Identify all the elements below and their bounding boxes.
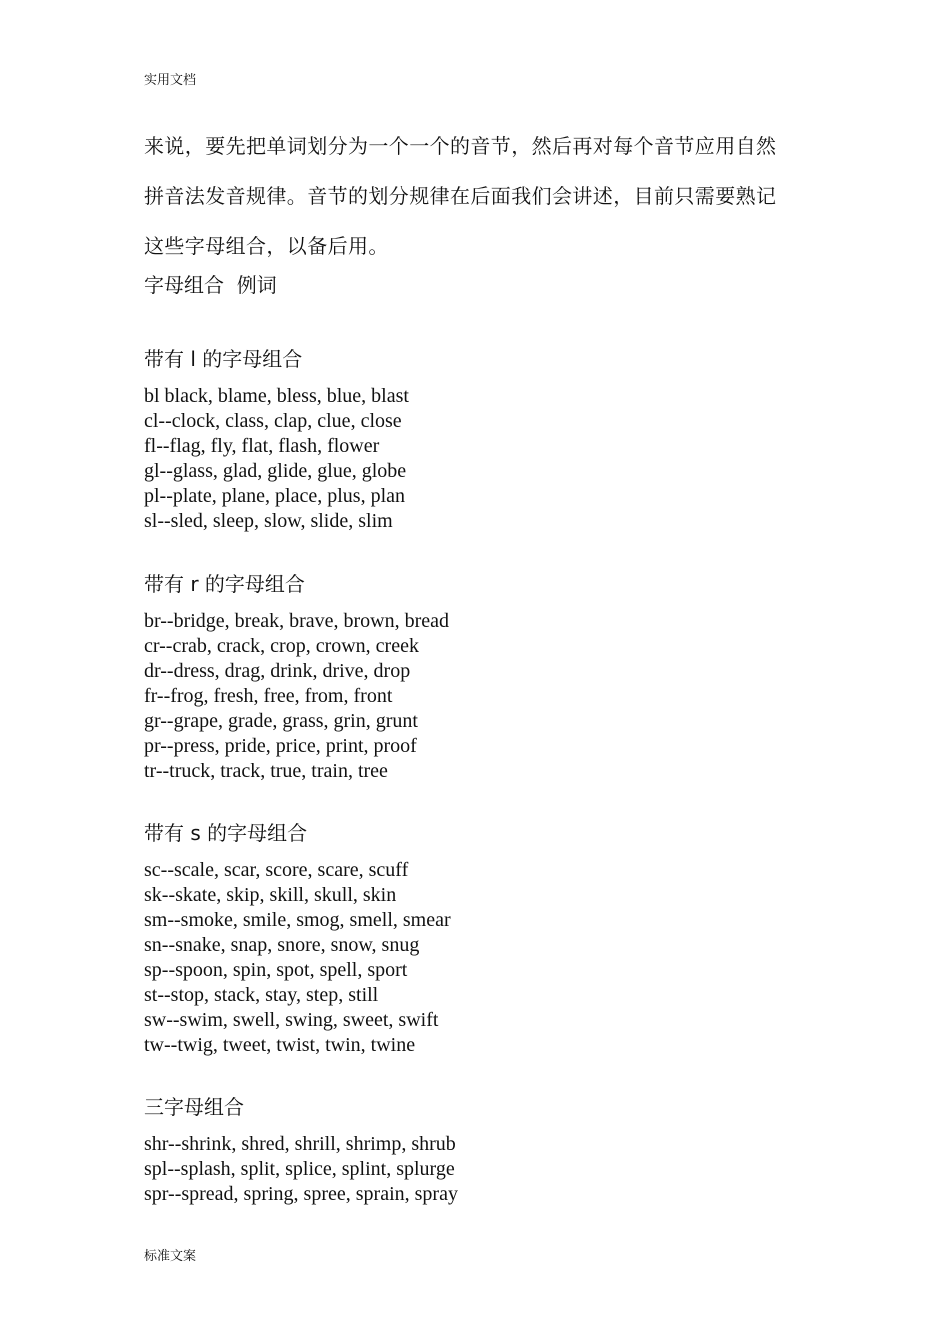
word-line: bl black, blame, bless, blue, blast: [144, 385, 409, 407]
word-line: dr--dress, drag, drink, drive, drop: [144, 660, 411, 682]
word-line: gl--glass, glad, glide, glue, globe: [144, 460, 407, 482]
page-header: 实用文档: [144, 73, 197, 88]
word-line: shr--shrink, shred, shrill, shrimp, shrub: [144, 1133, 456, 1155]
section-title: 带有 s 的字母组合: [144, 821, 308, 845]
word-line: fl--flag, fly, flat, flash, flower: [144, 435, 380, 457]
word-line: sl--sled, sleep, slow, slide, slim: [144, 510, 393, 532]
page-footer: 标准文案: [144, 1249, 197, 1264]
intro-paragraph: [144, 121, 824, 271]
word-line: pl--plate, plane, place, plus, plan: [144, 485, 406, 507]
word-line: br--bridge, break, brave, brown, bread: [144, 610, 450, 632]
word-line: st--stop, stack, stay, step, still: [144, 984, 379, 1006]
word-line: fr--frog, fresh, free, from, front: [144, 685, 393, 707]
word-line: sp--spoon, spin, spot, spell, sport: [144, 959, 408, 981]
word-line: spl--splash, split, splice, splint, splurge: [144, 1158, 455, 1180]
word-line: sc--scale, scar, score, scare, scuff: [144, 859, 409, 881]
word-line: pr--press, pride, price, print, proof: [144, 735, 417, 757]
intro-line: 这些字母组合，以备后用。: [144, 234, 389, 258]
word-line: spr--spread, spring, spree, sprain, spray: [144, 1183, 458, 1205]
section-three-letter-blends: [144, 1094, 844, 1207]
word-line: cl--clock, class, clap, clue, close: [144, 410, 402, 432]
section-l-blends: [144, 346, 844, 534]
word-line: cr--crab, crack, crop, crown, creek: [144, 635, 419, 657]
table-heading: 字母组合 例词: [144, 273, 277, 297]
intro-line: 拼音法发音规律。音节的划分规律在后面我们会讲述，目前只需要熟记: [144, 184, 777, 208]
section-title: 带有 r 的字母组合: [144, 572, 305, 596]
word-line: sn--snake, snap, snore, snow, snug: [144, 934, 420, 956]
section-s-blends: [144, 820, 844, 1058]
section-r-blends: [144, 571, 844, 784]
word-line: gr--grape, grade, grass, grin, grunt: [144, 710, 418, 732]
word-line: sm--smoke, smile, smog, smell, smear: [144, 909, 451, 931]
word-line: sw--swim, swell, swing, sweet, swift: [144, 1009, 439, 1031]
word-line: sk--skate, skip, skill, skull, skin: [144, 884, 397, 906]
word-line: tw--twig, tweet, twist, twin, twine: [144, 1034, 416, 1056]
word-line: tr--truck, track, true, train, tree: [144, 760, 388, 782]
section-title: 三字母组合: [144, 1095, 244, 1119]
section-title: 带有 l 的字母组合: [144, 347, 303, 371]
intro-line: 来说，要先把单词划分为一个一个的音节，然后再对每个音节应用自然: [144, 134, 777, 158]
